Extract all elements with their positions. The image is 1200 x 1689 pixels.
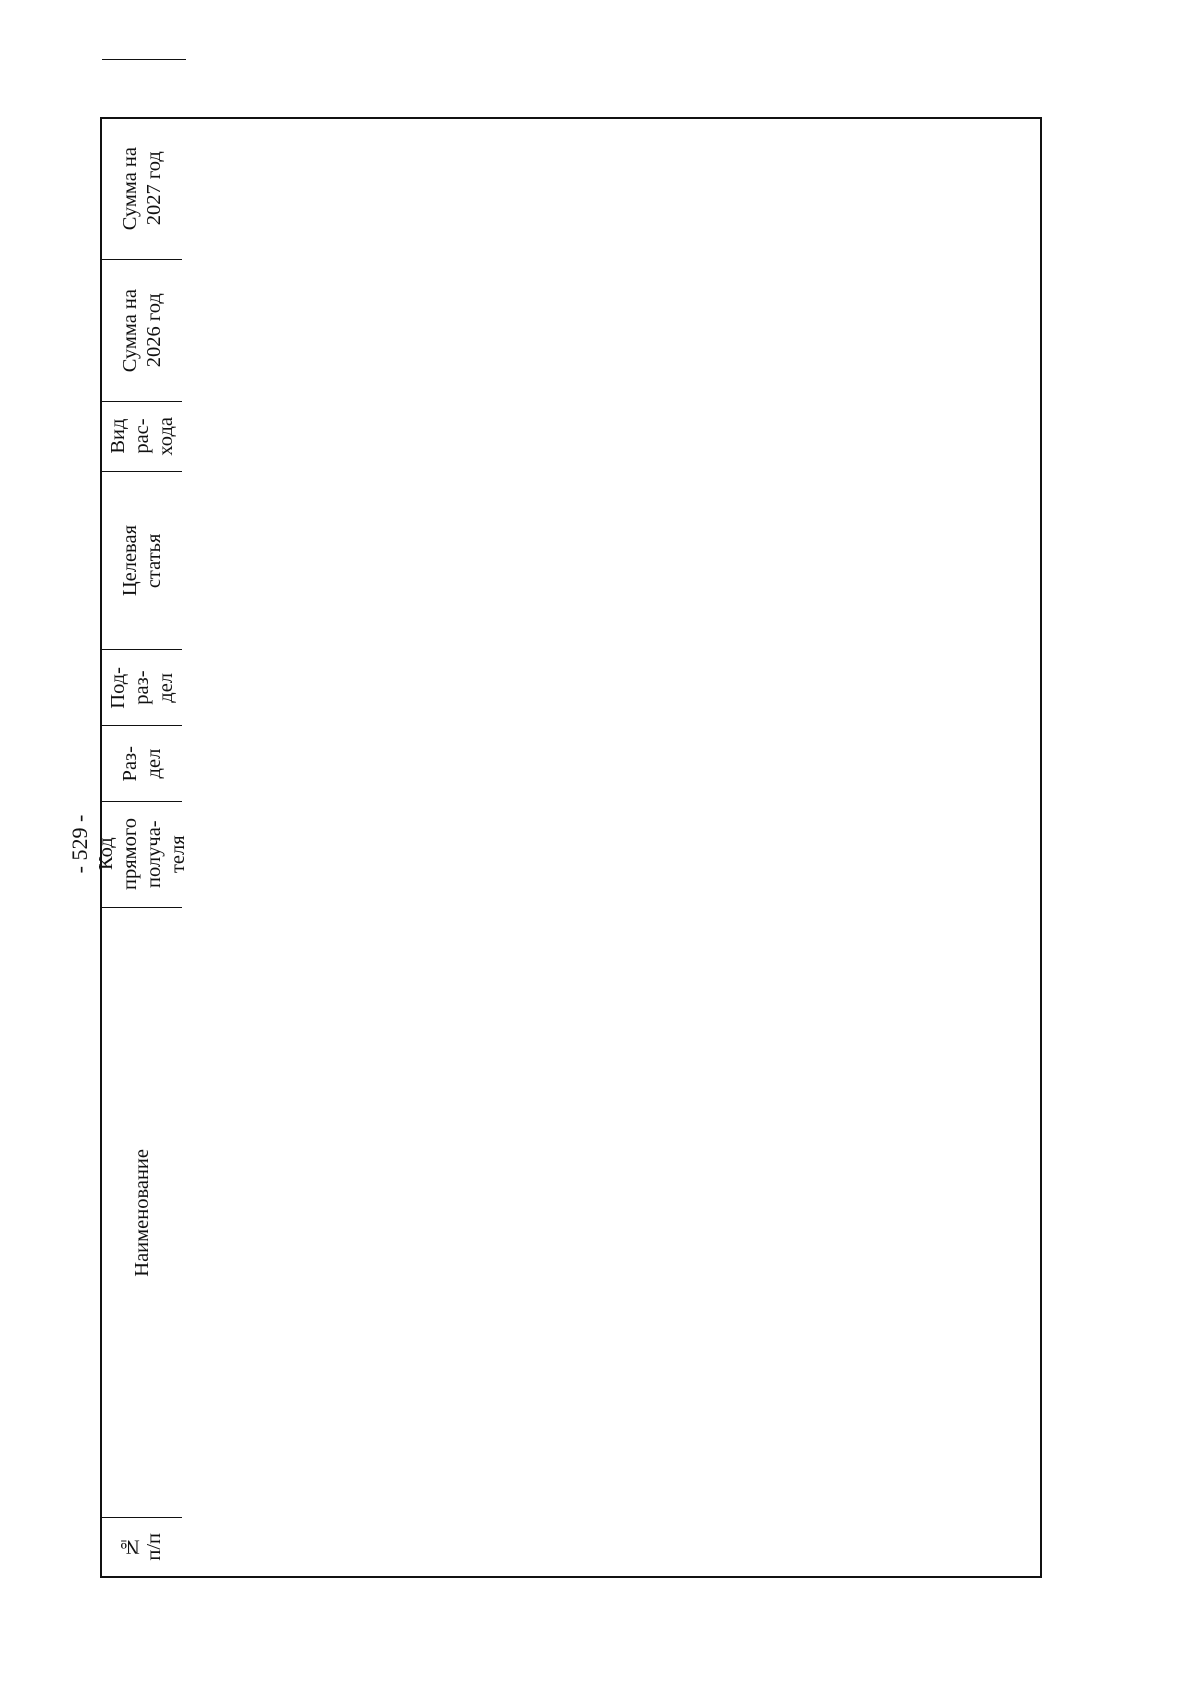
header-code-label: Код прямого получа- теля (95, 818, 189, 891)
header-name (102, 908, 182, 1518)
header-podrazdel (102, 650, 182, 726)
table-header-row (95, 118, 189, 1576)
header-sum2027 (102, 118, 182, 260)
header-num-label: № п/п (119, 1533, 165, 1561)
header-target (102, 472, 182, 650)
cell-num (102, 60, 186, 118)
budget-table (95, 117, 1042, 1578)
header-target-label: Целевая статья (119, 524, 165, 597)
table-row (102, 0, 186, 118)
header-num (102, 1518, 182, 1576)
header-vid (102, 402, 182, 472)
header-sum2026-label: Сумма на 2026 год (119, 288, 165, 373)
row-name-line (130, 0, 156, 53)
header-sum2026 (102, 260, 182, 402)
row-name-line (156, 0, 182, 53)
header-razdel-label: Раз- дел (119, 745, 165, 782)
header-podrazdel-label: Под- раз- дел (107, 666, 177, 709)
page-number: - 529 - (67, 814, 92, 874)
header-sum2027-label: Сумма на 2027 год (119, 146, 165, 231)
header-name-label: Наименование (131, 1148, 153, 1277)
header-code (95, 802, 189, 908)
cell-name (102, 0, 186, 60)
header-vid-label: Вид рас- хода (107, 417, 177, 456)
row-name-line (104, 0, 130, 53)
header-razdel (102, 726, 182, 802)
